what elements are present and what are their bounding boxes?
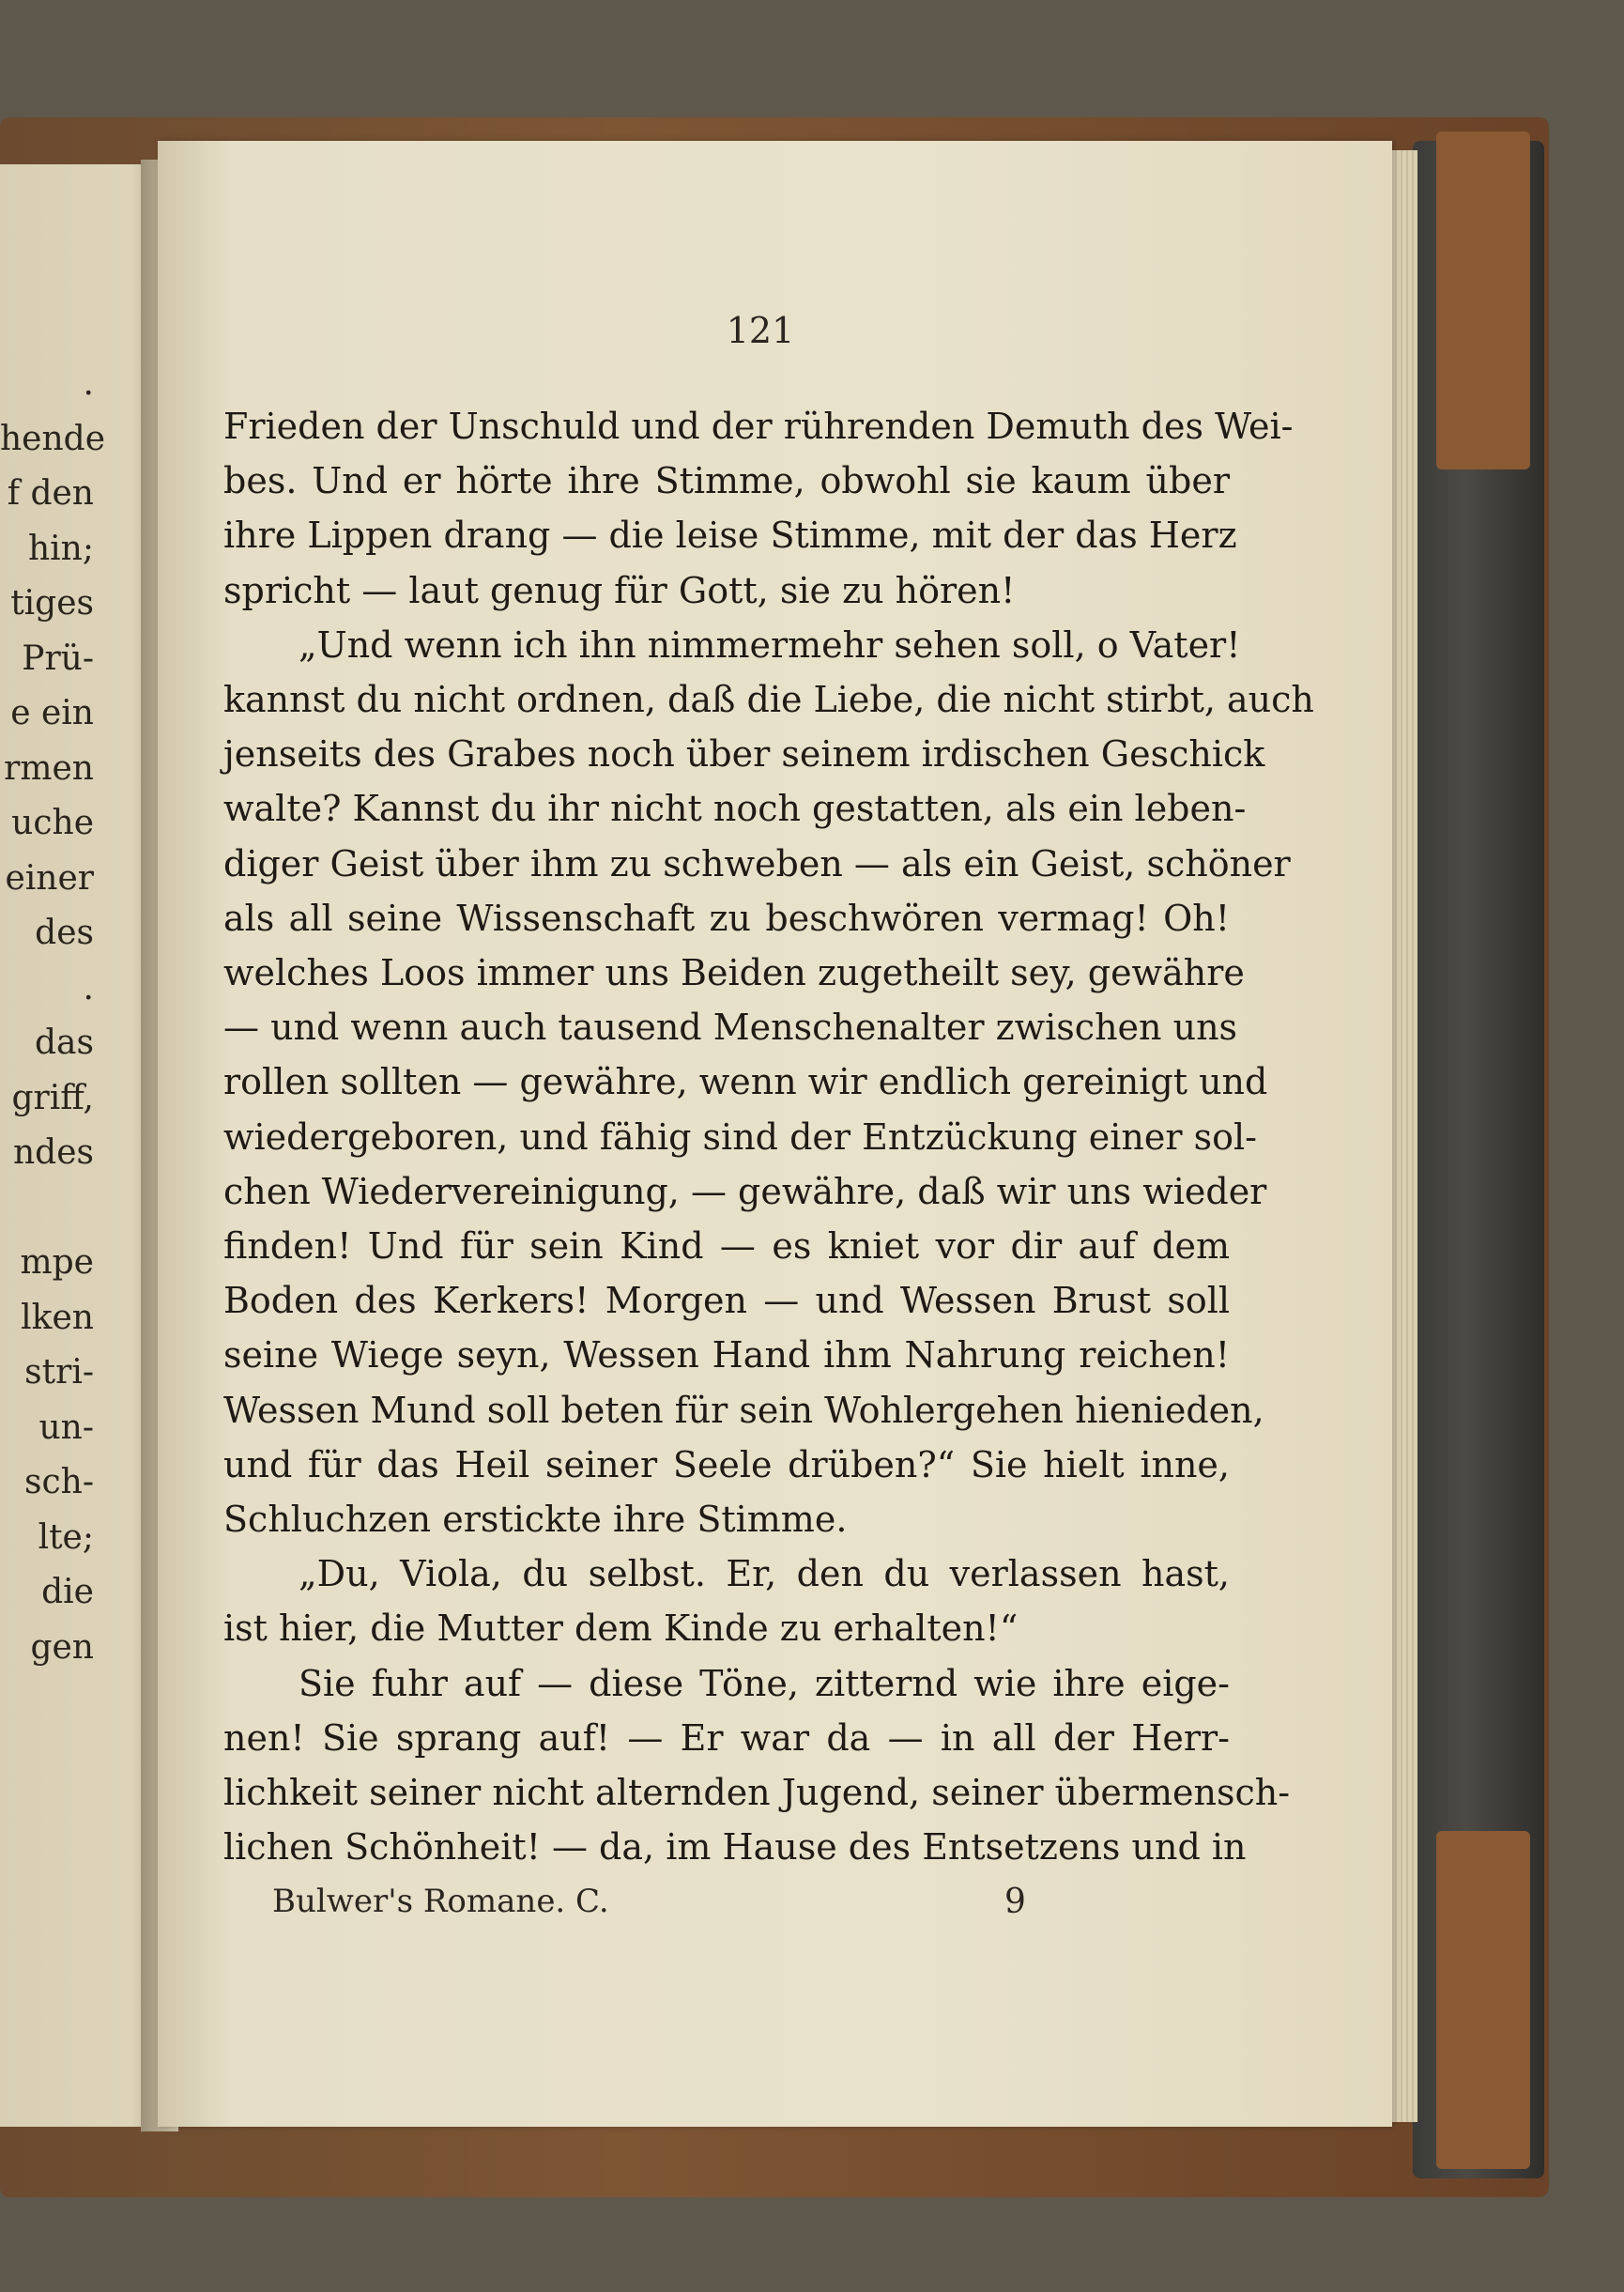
previous-page-line: die (41, 1573, 94, 1611)
text-line: „Du, Viola, du selbst. Er, den du verlassen hast, (299, 1553, 1230, 1595)
previous-page-line: f den (7, 474, 94, 513)
previous-page-line: rmen (4, 748, 94, 788)
text-line: lichkeit seiner nicht alternden Jugend, seiner übermensch- (223, 1772, 1291, 1814)
text-line: „Und wenn ich ihn nimmermehr sehen soll, o Vater! (299, 623, 1241, 666)
previous-page-line: einer (5, 858, 94, 898)
text-line: als all seine Wissenschaft zu beschwören vermag! Oh! (223, 897, 1230, 939)
page-number: 121 (726, 310, 795, 351)
previous-page-line: ndes (12, 1133, 94, 1172)
text-line: — und wenn auch tausend Menschenalter zwischen uns (223, 1007, 1238, 1049)
previous-page-line: Prü- (22, 638, 94, 678)
previous-page-text (0, 357, 106, 1675)
text-line: und für das Heil seiner Seele drüben?“ Sie hielt inne, (223, 1443, 1230, 1485)
previous-page-line: un- (38, 1408, 94, 1447)
previous-page-line (0, 1181, 94, 1237)
text-line: kannst du nicht ordnen, daß die Liebe, die nicht stirbt, auch (223, 679, 1314, 721)
text-line: ihre Lippen drang — die leise Stimme, mit der das Herz (223, 515, 1237, 557)
text-line: Frieden der Unschuld und der rührenden Demuth des Wei- (223, 406, 1294, 447)
previous-page-line: lte; (38, 1517, 94, 1557)
body-text (223, 399, 1314, 1874)
text-line: nen! Sie sprang auf! — Er war da — in all der Herr- (223, 1716, 1230, 1759)
previous-page-line: stri- (24, 1353, 94, 1392)
text-line: lichen Schönheit! — da, im Hause des Entsetzens und in (223, 1826, 1247, 1869)
text-line: wiedergeboren, und fähig sind der Entzückung einer sol- (223, 1115, 1257, 1158)
text-line: bes. Und er hörte ihre Stimme, obwohl sie kaum über (223, 460, 1230, 502)
text-line: Schluchzen erstickte ihre Stimme. (223, 1499, 848, 1541)
previous-page-line: gen (30, 1627, 94, 1667)
text-line: Wessen Mund soll beten für sein Wohlergehen hienieden, (223, 1389, 1264, 1431)
previous-page-line: hin; (27, 529, 94, 568)
previous-page-line: das (35, 1023, 94, 1062)
text-line: chen Wiedervereinigung, — gewähre, daß wir uns wieder (223, 1170, 1267, 1212)
text-line: walte? Kannst du ihr nicht noch gestatten, als ein leben- (223, 788, 1247, 830)
text-line: finden! Und für sein Kind — es kniet vor dir auf dem (223, 1225, 1230, 1268)
text-line: Boden des Kerkers! Morgen — und Wessen Brust soll (223, 1280, 1230, 1322)
previous-page-line: mpe (20, 1243, 94, 1282)
signature-mark: Bulwer's Romane. C. (272, 1883, 609, 1920)
previous-page-line: griff, (11, 1078, 94, 1117)
previous-page-line: . (83, 364, 94, 403)
previous-page-line: sch- (24, 1463, 94, 1501)
text-line: ist hier, die Mutter dem Kinde zu erhalten!“ (223, 1607, 1019, 1650)
text-line: welches Loos immer uns Beiden zugetheilt sey, gewähre (223, 952, 1245, 994)
leather-corner-top (1436, 131, 1530, 469)
previous-page-line: . (83, 968, 94, 1008)
text-line: diger Geist über ihm zu schweben — als ein Geist, schöner (223, 842, 1291, 884)
text-line: rollen sollten — gewähre, wenn wir endlich gereinigt und (223, 1061, 1268, 1103)
previous-page-line: hende (0, 419, 106, 458)
previous-page-line: tiges (10, 584, 94, 623)
text-line: Sie fuhr auf — diese Töne, zitternd wie ihre eige- (299, 1662, 1230, 1704)
text-line: jenseits des Grabes noch über seinem irdischen Geschick (223, 733, 1265, 776)
text-line: spricht — laut genug für Gott, sie zu hören! (223, 569, 1016, 611)
previous-page-line: lken (21, 1298, 94, 1337)
signature-number: 9 (1004, 1883, 1026, 1921)
leather-corner-bottom (1436, 1831, 1530, 2169)
previous-page-line: e ein (10, 694, 94, 732)
previous-page-line: uche (11, 804, 94, 842)
previous-page-line: des (35, 914, 94, 952)
text-line: seine Wiege seyn, Wessen Hand ihm Nahrung reichen! (223, 1334, 1230, 1377)
